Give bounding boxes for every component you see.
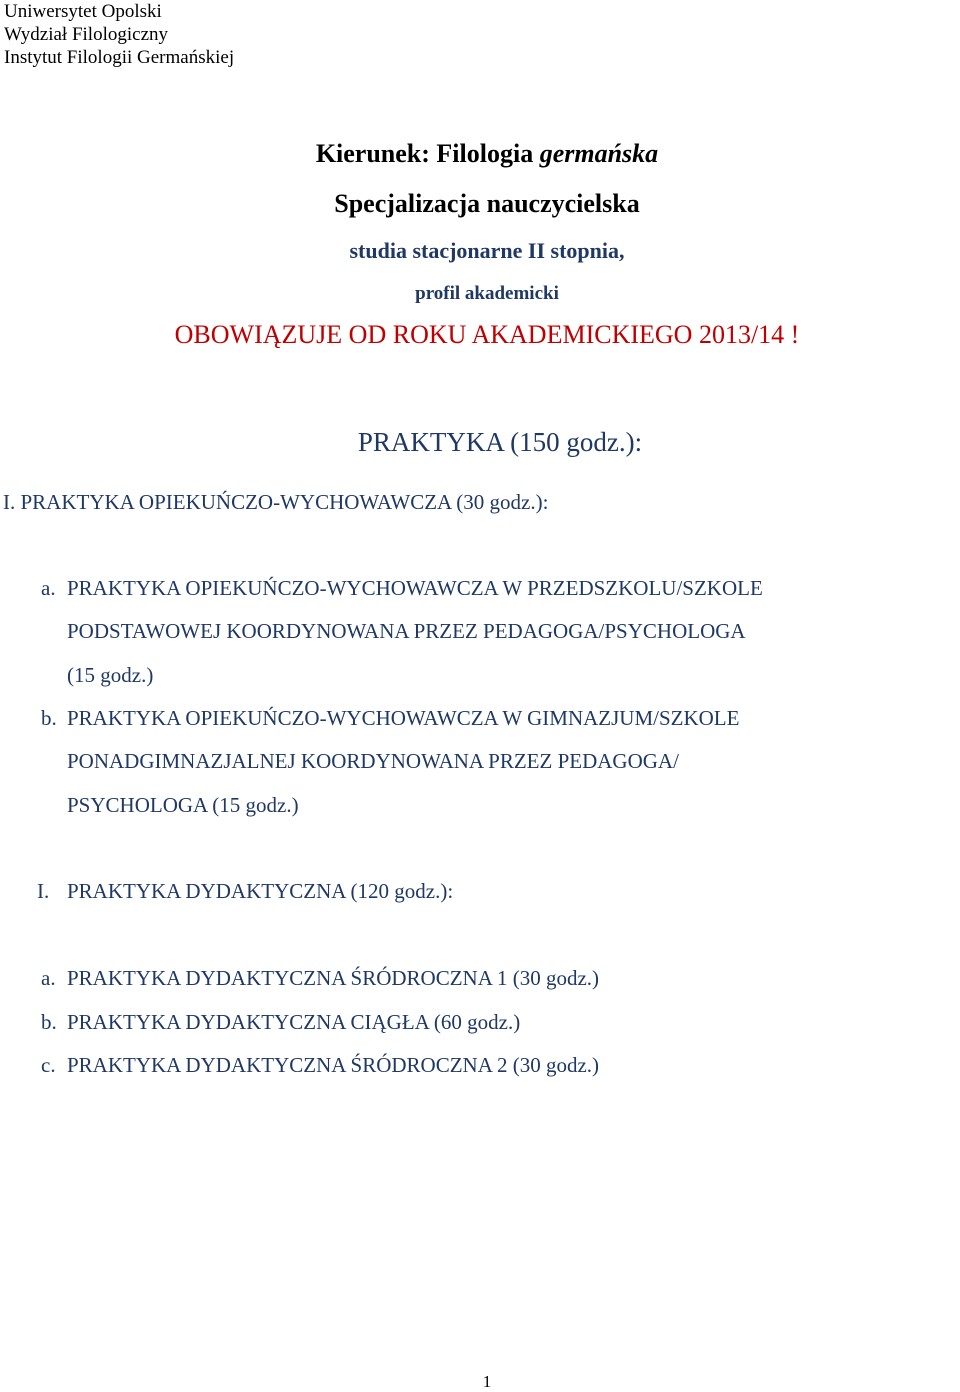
faculty-name: Wydział Filologiczny <box>4 24 169 45</box>
specjalizacja-title: Specjalizacja nauczycielska <box>334 189 640 218</box>
profil-line: profil akademicki <box>415 283 559 304</box>
section1-item-b-line2: PONADGIMNAZJALNEJ KOORDYNOWANA PRZEZ PEDAGOGA/ <box>67 749 679 773</box>
section1-title: PRAKTYKA OPIEKUŃCZO-WYCHOWAWCZA (30 godz.): <box>20 490 549 514</box>
section1-item-a-line3: (15 godz.) <box>67 663 154 687</box>
section2-title: PRAKTYKA DYDAKTYCZNA (120 godz.): <box>67 879 454 903</box>
section1-item-b-line3: PSYCHOLOGA (15 godz.) <box>67 793 299 817</box>
studia-line: studia stacjonarne II stopnia, <box>349 238 625 263</box>
section1-item-b-label: b. <box>41 706 57 730</box>
praktyka-heading: PRAKTYKA (150 godz.): <box>357 427 643 457</box>
section1-item-a-line2: PODSTAWOWEJ KOORDYNOWANA PRZEZ PEDAGOGA/PSYCHOLOGA <box>67 619 746 643</box>
university-name: Uniwersytet Opolski <box>4 1 162 22</box>
section1-item-a-label: a. <box>41 576 56 600</box>
page-number: 1 <box>482 1372 492 1391</box>
section2-item-a-label: a. <box>41 966 56 990</box>
section1-item-b-line1: PRAKTYKA OPIEKUŃCZO-WYCHOWAWCZA W GIMNAZJUM/SZKOLE <box>67 706 740 730</box>
obowiazuje-line: OBOWIĄZUJE OD ROKU AKADEMICKIEGO 2013/14 ! <box>174 320 800 349</box>
kierunek-prefix: Kierunek: Filologia <box>315 139 540 168</box>
section2-item-b-text: PRAKTYKA DYDAKTYCZNA CIĄGŁA (60 godz.) <box>67 1010 521 1034</box>
kierunek-italic: germańska <box>539 139 659 168</box>
section2-item-c-text: PRAKTYKA DYDAKTYCZNA ŚRÓDROCZNA 2 (30 godz.) <box>67 1053 600 1077</box>
section2-item-a-text: PRAKTYKA DYDAKTYCZNA ŚRÓDROCZNA 1 (30 godz.) <box>67 966 600 990</box>
kierunek-title <box>0 137 960 171</box>
section1-item-a-line1: PRAKTYKA OPIEKUŃCZO-WYCHOWAWCZA W PRZEDSZKOLU/SZKOLE <box>67 576 763 600</box>
section1-heading <box>3 488 548 516</box>
section1-number: I. <box>3 490 16 514</box>
institute-name: Instytut Filologii Germańskiej <box>4 47 235 68</box>
section2-number: I. <box>37 879 50 903</box>
section2-item-b-label: b. <box>41 1010 57 1034</box>
section2-item-c-label: c. <box>41 1053 56 1077</box>
